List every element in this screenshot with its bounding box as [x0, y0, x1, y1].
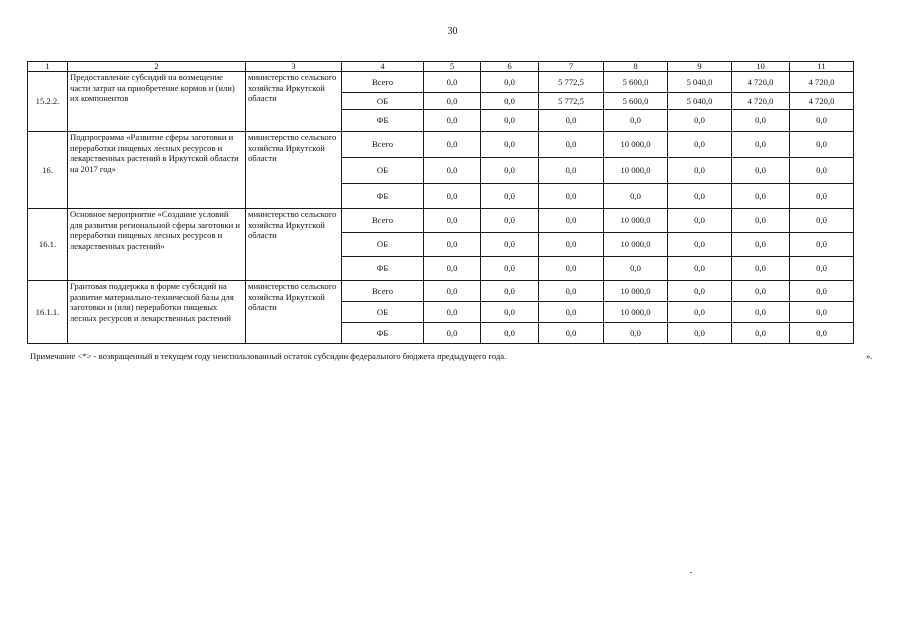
- amount-cell: 0,0: [668, 281, 732, 302]
- amount-cell: 0,0: [424, 209, 481, 233]
- amount-cell: 0,0: [604, 323, 668, 344]
- amount-cell: 0,0: [732, 302, 790, 323]
- amount-cell: 0,0: [604, 184, 668, 209]
- amount-cell: 0,0: [668, 233, 732, 257]
- col-header: 7: [539, 62, 604, 72]
- amount-cell: 0,0: [732, 132, 790, 158]
- funding-source: ОБ: [342, 233, 424, 257]
- amount-cell: 4 720,0: [790, 93, 854, 110]
- amount-cell: 0,0: [732, 209, 790, 233]
- funding-source: ФБ: [342, 184, 424, 209]
- column-number-row: [28, 62, 854, 72]
- amount-cell: 5 040,0: [668, 72, 732, 93]
- amount-cell: 0,0: [424, 72, 481, 93]
- amount-cell: 5 600,0: [604, 72, 668, 93]
- amount-cell: 0,0: [424, 184, 481, 209]
- col-header: 6: [481, 62, 539, 72]
- table-row: [28, 132, 854, 158]
- amount-cell: 0,0: [424, 158, 481, 184]
- budget-table: [27, 61, 854, 344]
- amount-cell: 5 772,5: [539, 72, 604, 93]
- funding-source: Всего: [342, 281, 424, 302]
- row-number: 16.1.1.: [28, 281, 68, 344]
- amount-cell: 0,0: [539, 281, 604, 302]
- amount-cell: 0,0: [539, 110, 604, 132]
- amount-cell: 0,0: [481, 281, 539, 302]
- amount-cell: 0,0: [539, 184, 604, 209]
- amount-cell: 10 000,0: [604, 158, 668, 184]
- table-row: [28, 281, 854, 302]
- amount-cell: 0,0: [539, 302, 604, 323]
- amount-cell: 0,0: [481, 184, 539, 209]
- table-body: [28, 62, 854, 344]
- amount-cell: 0,0: [481, 302, 539, 323]
- amount-cell: 0,0: [424, 233, 481, 257]
- amount-cell: 0,0: [790, 233, 854, 257]
- amount-cell: 0,0: [424, 323, 481, 344]
- amount-cell: 0,0: [732, 158, 790, 184]
- amount-cell: 0,0: [424, 110, 481, 132]
- amount-cell: 0,0: [604, 257, 668, 281]
- funding-source: ФБ: [342, 257, 424, 281]
- executor: министерство сельского хозяйства Иркутской области: [246, 281, 342, 344]
- row-number: 15.2.2.: [28, 72, 68, 132]
- col-header: 8: [604, 62, 668, 72]
- amount-cell: 0,0: [604, 110, 668, 132]
- activity-name: Предоставление субсидий на возмещение части затрат на приобретение кормов и (или) их компонентов: [68, 72, 246, 132]
- page-number: 30: [447, 26, 458, 37]
- amount-cell: 0,0: [790, 132, 854, 158]
- col-header: 10: [732, 62, 790, 72]
- amount-cell: 0,0: [790, 302, 854, 323]
- amount-cell: 0,0: [481, 72, 539, 93]
- amount-cell: 0,0: [481, 209, 539, 233]
- scan-speck: [690, 572, 692, 573]
- executor: министерство сельского хозяйства Иркутской области: [246, 209, 342, 281]
- amount-cell: 0,0: [668, 110, 732, 132]
- amount-cell: 10 000,0: [604, 132, 668, 158]
- amount-cell: 0,0: [539, 323, 604, 344]
- amount-cell: 0,0: [790, 184, 854, 209]
- amount-cell: 0,0: [539, 257, 604, 281]
- amount-cell: 0,0: [668, 184, 732, 209]
- col-header: 9: [668, 62, 732, 72]
- funding-source: ОБ: [342, 302, 424, 323]
- amount-cell: 0,0: [732, 110, 790, 132]
- amount-cell: 0,0: [481, 233, 539, 257]
- amount-cell: 0,0: [481, 93, 539, 110]
- amount-cell: 4 720,0: [732, 72, 790, 93]
- amount-cell: 4 720,0: [790, 72, 854, 93]
- amount-cell: 0,0: [424, 281, 481, 302]
- table-row: [28, 209, 854, 233]
- amount-cell: 0,0: [668, 323, 732, 344]
- amount-cell: 0,0: [732, 184, 790, 209]
- amount-cell: 0,0: [790, 323, 854, 344]
- funding-source: ОБ: [342, 93, 424, 110]
- amount-cell: 0,0: [790, 257, 854, 281]
- row-number: 16.: [28, 132, 68, 209]
- funding-source: Всего: [342, 72, 424, 93]
- amount-cell: 10 000,0: [604, 281, 668, 302]
- amount-cell: 4 720,0: [732, 93, 790, 110]
- amount-cell: 0,0: [424, 132, 481, 158]
- amount-cell: 0,0: [539, 209, 604, 233]
- amount-cell: 0,0: [732, 281, 790, 302]
- amount-cell: 10 000,0: [604, 233, 668, 257]
- amount-cell: 0,0: [790, 110, 854, 132]
- amount-cell: 0,0: [481, 323, 539, 344]
- amount-cell: 10 000,0: [604, 302, 668, 323]
- activity-name: Грантовая поддержка в форме субсидий на развитие материально-технической базы для заготовки и (или) переработки пищевых лесных ресурсов и лекарственных растений: [68, 281, 246, 344]
- col-header: 2: [68, 62, 246, 72]
- col-header: 11: [790, 62, 854, 72]
- footnote: Примечание <*> - возвращенный в текущем году неиспользованный остаток субсидии федерального бюджета предыдущего года.: [30, 351, 507, 361]
- amount-cell: 0,0: [668, 132, 732, 158]
- funding-source: ОБ: [342, 158, 424, 184]
- col-header: 4: [342, 62, 424, 72]
- amount-cell: 5 772,5: [539, 93, 604, 110]
- amount-cell: 0,0: [668, 158, 732, 184]
- col-header: 3: [246, 62, 342, 72]
- col-header: 1: [28, 62, 68, 72]
- amount-cell: 0,0: [732, 323, 790, 344]
- activity-name: Подпрограмма «Развитие сферы заготовки и переработки пищевых лесных ресурсов и лекарственных растений в Иркутской области на 2017 год»: [68, 132, 246, 209]
- amount-cell: 10 000,0: [604, 209, 668, 233]
- activity-name: Основное мероприятие «Создание условий для развития региональной сферы заготовки и переработки пищевых лесных ресурсов и лекарственных растений»: [68, 209, 246, 281]
- amount-cell: 5 600,0: [604, 93, 668, 110]
- amount-cell: 0,0: [732, 233, 790, 257]
- amount-cell: 0,0: [790, 209, 854, 233]
- amount-cell: 0,0: [481, 132, 539, 158]
- amount-cell: 0,0: [424, 257, 481, 281]
- funding-source: Всего: [342, 209, 424, 233]
- amount-cell: 0,0: [539, 158, 604, 184]
- funding-source: ФБ: [342, 323, 424, 344]
- amount-cell: 0,0: [481, 257, 539, 281]
- amount-cell: 0,0: [481, 110, 539, 132]
- amount-cell: 5 040,0: [668, 93, 732, 110]
- amount-cell: 0,0: [424, 93, 481, 110]
- amount-cell: 0,0: [790, 281, 854, 302]
- amount-cell: 0,0: [539, 132, 604, 158]
- executor: министерство сельского хозяйства Иркутской области: [246, 132, 342, 209]
- funding-source: Всего: [342, 132, 424, 158]
- amount-cell: 0,0: [790, 158, 854, 184]
- col-header: 5: [424, 62, 481, 72]
- table-row: [28, 72, 854, 93]
- amount-cell: 0,0: [481, 158, 539, 184]
- amount-cell: 0,0: [539, 233, 604, 257]
- row-number: 16.1.: [28, 209, 68, 281]
- amount-cell: 0,0: [668, 257, 732, 281]
- amount-cell: 0,0: [424, 302, 481, 323]
- amount-cell: 0,0: [668, 209, 732, 233]
- amount-cell: 0,0: [668, 302, 732, 323]
- funding-source: ФБ: [342, 110, 424, 132]
- closing-mark: ».: [866, 351, 873, 361]
- amount-cell: 0,0: [732, 257, 790, 281]
- executor: министерство сельского хозяйства Иркутской области: [246, 72, 342, 132]
